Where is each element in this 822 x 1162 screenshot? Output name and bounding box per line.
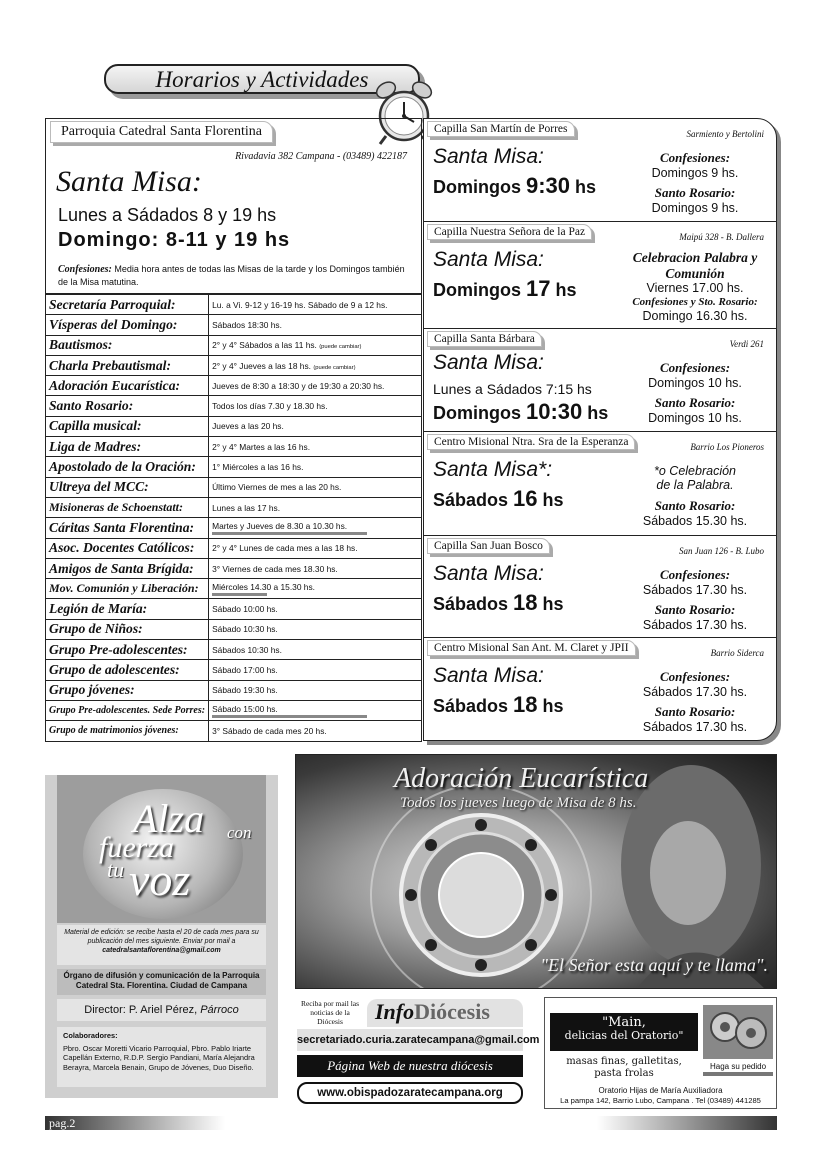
- mass-day: Domingos: [433, 177, 526, 197]
- chapel-r2-value: Sábados 17.30 hs.: [642, 618, 748, 633]
- chapel-section: [424, 329, 776, 432]
- schedule-value: [209, 680, 422, 700]
- main-delicias-ad: [544, 997, 777, 1109]
- schedule-value: [209, 376, 422, 396]
- parish-sunday-mass: Domingo: 8-11 y 19 hs: [58, 229, 291, 251]
- schedule-value-text: Sábado 19:30 hs.: [212, 685, 278, 696]
- schedule-label: Cáritas Santa Florentina:: [46, 518, 209, 538]
- schedule-label: Charla Prebautismal:: [46, 355, 209, 375]
- chapel-right-column: [622, 361, 768, 426]
- chapel-right-column: [622, 464, 768, 528]
- schedule-note: (puede cambiar): [319, 344, 362, 351]
- footer-right-bar: [597, 1116, 777, 1130]
- chapel-r1-heading: Confesiones:: [659, 360, 731, 375]
- mass-day: Domingos: [433, 280, 526, 300]
- chapel-r2-value: Domingos 10 hs.: [648, 411, 742, 426]
- chapel-right-column: [622, 250, 768, 323]
- schedule-value-text: 3° Sábado de cada mes 20 hs.: [212, 725, 327, 736]
- collaborators: [57, 1027, 266, 1087]
- schedule-label: Bautismos:: [46, 335, 209, 355]
- schedule-value: [209, 599, 422, 619]
- chapel-r2-heading: Santo Rosario:: [654, 602, 736, 618]
- schedule-value: [209, 355, 422, 375]
- schedule-value: [209, 396, 422, 416]
- schedule-row: [46, 619, 422, 639]
- parish-misa-title: Santa Misa:: [56, 165, 202, 198]
- schedule-label: Adoración Eucarística:: [46, 376, 209, 396]
- parish-address: Rivadavia 382 Campana - (03489) 422187: [235, 151, 407, 162]
- chapel-address: Barrio Siderca: [710, 648, 764, 658]
- chapel-misa-title: Santa Misa:: [433, 351, 544, 374]
- adoracion-subtitle: Todos los jueves luego de Misa de 8 hs.: [400, 795, 637, 811]
- schedule-label: Grupo jóvenes:: [46, 680, 209, 700]
- mass-unit: hs: [537, 696, 564, 716]
- chapel-misa-title: Santa Misa:: [433, 145, 544, 168]
- schedule-label: Legión de María:: [46, 599, 209, 619]
- mass-unit: hs: [550, 280, 577, 300]
- schedule-label: Vísperas del Domingo:: [46, 315, 209, 335]
- chapel-section: [424, 432, 776, 536]
- schedule-value-text: Jueves a las 20 hs.: [212, 421, 284, 432]
- chapel-name: Centro Misional San Ant. M. Claret y JPII: [427, 640, 636, 656]
- schedule-row: [46, 457, 422, 477]
- chapel-name: Capilla Santa Bárbara: [427, 331, 542, 347]
- schedule-value: [209, 660, 422, 680]
- chapel-weekday: Lunes a Sádados 7:15 hs: [433, 381, 592, 397]
- schedule-row: [46, 579, 422, 599]
- schedule-value: [209, 700, 422, 720]
- director-label: Director:: [84, 1004, 126, 1016]
- schedule-value-text: 2° y 4° Sábados a las 11 hs.: [212, 340, 317, 351]
- info-email[interactable]: secretariado.curia.zaratecampana@gmail.com: [297, 1029, 523, 1051]
- chapel-address: Verdi 261: [729, 339, 764, 349]
- chapel-address: Sarmiento y Bertolini: [686, 129, 764, 139]
- mass-day: Sábados: [433, 490, 514, 510]
- footer-left-bar: [45, 1116, 225, 1130]
- schedule-label: Apostolado de la Oración:: [46, 457, 209, 477]
- mass-time: 17: [526, 276, 551, 301]
- schedule-value: [209, 497, 422, 517]
- page-number: pag.2: [49, 1116, 76, 1130]
- schedule-row: [46, 315, 422, 335]
- schedule-value-text: Sábado 15:00 hs.: [212, 703, 278, 714]
- underline-bar: [212, 593, 267, 596]
- chapel-note: *o Celebración de la Palabra.: [654, 464, 736, 493]
- chapel-section: [424, 119, 776, 222]
- schedule-value-text: 1° Miércoles a las 16 hs.: [212, 462, 304, 473]
- info-brand-a: Info: [375, 999, 415, 1024]
- main-ad-order-bar: [703, 1072, 773, 1076]
- chapel-r1-heading: Celebracion Palabra y Comunión: [632, 250, 758, 281]
- logo-fuerza: fuerza: [99, 831, 174, 864]
- schedule-value-text: Martes y Jueves de 8.30 a 10.30 hs.: [212, 520, 348, 531]
- chapel-r2-value: Domingos 9 hs.: [651, 201, 739, 216]
- chapel-main-mass: [433, 173, 596, 199]
- schedule-value-text: Lunes a las 17 hs.: [212, 502, 281, 513]
- schedule-value: [209, 295, 422, 315]
- mass-day: Sábados: [433, 696, 514, 716]
- schedule-row: [46, 416, 422, 436]
- schedule-value: [209, 619, 422, 639]
- chapel-r1-heading: Confesiones:: [659, 567, 731, 582]
- parish-info-box: [45, 118, 422, 294]
- schedule-value: [209, 558, 422, 578]
- chapel-r2-value: Sábados 15.30 hs.: [642, 513, 748, 528]
- schedule-label: Liga de Madres:: [46, 437, 209, 457]
- chapel-r2-heading: Santo Rosario:: [654, 497, 736, 513]
- schedule-value: [209, 315, 422, 335]
- schedule-value-text: Sábado 17:00 hs.: [212, 664, 278, 675]
- schedule-value-text: Lu. a Vi. 9-12 y 16-19 hs. Sábado de 9 a 12 hs.: [212, 299, 388, 310]
- main-ad-order: Haga su pedido: [709, 1062, 767, 1071]
- schedule-label: Grupo de Niños:: [46, 619, 209, 639]
- schedule-value: [209, 721, 422, 741]
- info-left-note: Reciba por mail las noticias de la Diócesis: [300, 999, 360, 1026]
- schedule-note: (puede cambiar): [313, 364, 356, 371]
- main-ad-org: Oratorio Hijas de María Auxiliadora: [598, 1086, 723, 1095]
- schedule-value-text: Jueves de 8:30 a 18:30 y de 19:30 a 20:30 hs.: [212, 380, 385, 391]
- mass-time: 16: [513, 486, 538, 511]
- schedule-label: Grupo de matrimonios jóvenes:: [46, 721, 209, 741]
- chapel-section: [424, 638, 776, 741]
- chapel-r1-value: Viernes 17.00 hs.: [646, 281, 744, 296]
- schedule-value-text: 2° y 4° Lunes de cada mes a las 18 hs.: [212, 543, 358, 554]
- schedule-value: [209, 518, 422, 538]
- schedule-value: [209, 437, 422, 457]
- collaborators-label: Colaboradores:: [63, 1031, 118, 1040]
- material-email: catedralsantaflorentina@gmail.com: [102, 947, 221, 955]
- schedule-value-text: Sábados 10:30 hs.: [212, 644, 282, 655]
- chapel-address: San Juan 126 - B. Lubo: [679, 546, 764, 556]
- schedule-row: [46, 335, 422, 355]
- underline-bar: [212, 532, 367, 535]
- schedule-value-text: Sábado 10:30 hs.: [212, 624, 278, 635]
- main-ad-address: La pampa 142, Barrio Lubo, Campana . Tel (03489) 441285: [560, 1096, 761, 1105]
- pastry-image: [703, 1005, 773, 1059]
- schedule-value-text: Sábado 10:00 hs.: [212, 604, 278, 615]
- schedule-row: [46, 295, 422, 315]
- chapel-misa-title: Santa Misa:: [433, 248, 544, 271]
- chapel-section: [424, 222, 776, 329]
- chapel-main-mass: [433, 486, 564, 512]
- schedule-label: Misioneras de Schoenstatt:: [46, 497, 209, 517]
- mass-unit: hs: [582, 403, 609, 423]
- schedule-value-text: 2° y 4° Jueves a las 18 hs.: [212, 360, 311, 371]
- schedule-row: [46, 518, 422, 538]
- schedule-row: [46, 376, 422, 396]
- schedule-value-text: Sábados 18:30 hs.: [212, 319, 282, 330]
- schedule-label: Secretaría Parroquial:: [46, 295, 209, 315]
- mass-day: Domingos: [433, 403, 526, 423]
- info-diocesis-box: [295, 997, 540, 1107]
- chapel-r2-heading: Santo Rosario:: [654, 395, 736, 411]
- schedule-label: Amigos de Santa Brígida:: [46, 558, 209, 578]
- chapel-r2-heading: Santo Rosario:: [654, 185, 736, 201]
- material-note: [57, 925, 266, 965]
- schedule-value-text: 3° Viernes de cada mes 18.30 hs.: [212, 563, 338, 574]
- chapel-main-mass: [433, 276, 577, 302]
- main-ad-title: "Main,: [602, 1015, 646, 1030]
- schedule-value-text: Último Viernes de mes a las 20 hs.: [212, 482, 342, 493]
- adoracion-quote: "El Señor esta aquí y te llama".: [540, 955, 768, 975]
- newsletter-credits-panel: [45, 775, 278, 1098]
- schedule-row: [46, 599, 422, 619]
- mass-time: 9:30: [526, 173, 571, 198]
- chapel-address: Maipú 328 - B. Dallera: [679, 232, 764, 242]
- info-brand: [375, 999, 490, 1025]
- collaborators-text: Pbro. Oscar Moretti Vicario Parroquial, Pbro. Pablo Iriarte Capellán Externo, R.D.P. Sergio Pandiani, María Alejandra Berayra, Marcela Benain, Grupo de Jóvenes, Duo Diseño.: [63, 1043, 255, 1072]
- logo-voz: voz: [129, 854, 191, 905]
- schedule-value: [209, 538, 422, 558]
- schedule-value-text: 2° y 4° Martes a las 16 hs.: [212, 441, 311, 452]
- chapel-misa-title: Santa Misa*:: [433, 458, 553, 481]
- chapel-right-column: [622, 568, 768, 633]
- adoracion-banner: [295, 754, 777, 989]
- main-ad-subtitle: delicias del Oratorio": [564, 1029, 684, 1043]
- schedule-label: Mov. Comunión y Liberación:: [46, 579, 209, 599]
- chapel-name: Centro Misional Ntra. Sra de la Esperanza: [427, 434, 635, 450]
- chapel-address: Barrio Los Pioneros: [690, 442, 764, 452]
- schedule-row: [46, 437, 422, 457]
- schedule-label: Grupo Pre-adolescentes:: [46, 640, 209, 660]
- schedule-row: [46, 700, 422, 720]
- chapel-right-column: [622, 670, 768, 735]
- chapel-main-mass: [433, 692, 564, 718]
- director-line: [57, 999, 266, 1021]
- mass-time: 18: [513, 590, 538, 615]
- schedule-label: Asoc. Docentes Católicos:: [46, 538, 209, 558]
- schedule-label: Ultreya del MCC:: [46, 477, 209, 497]
- material-text: Material de edición: se recibe hasta el 20 de cada mes para su publicación del mes siguiente. Enviar por mail a: [64, 929, 259, 946]
- underline-bar: [212, 715, 367, 718]
- schedule-row: [46, 396, 422, 416]
- main-ad-tagline: masas finas, galletitas, pasta frolas: [566, 1056, 682, 1079]
- chapel-section: [424, 536, 776, 638]
- chapel-name: Capilla San Martín de Porres: [427, 121, 575, 137]
- chapel-r1-value: Sábados 17.30 hs.: [642, 684, 748, 699]
- chapel-misa-title: Santa Misa:: [433, 664, 544, 687]
- info-web-label: Página Web de nuestra diócesis: [297, 1055, 523, 1077]
- chapel-main-mass: [433, 590, 564, 616]
- chapel-r1-heading: Confesiones:: [659, 669, 731, 684]
- chapel-r1-heading: Confesiones:: [659, 150, 731, 165]
- chapel-r2-value: Sábados 17.30 hs.: [642, 720, 748, 735]
- schedule-value: [209, 477, 422, 497]
- chapel-r2-value: Domingo 16.30 hs.: [642, 309, 748, 324]
- info-web-url[interactable]: www.obispadozaratecampana.org: [297, 1082, 523, 1104]
- schedule-label: Santo Rosario:: [46, 396, 209, 416]
- confesiones-label: Confesiones:: [58, 264, 112, 275]
- schedule-value: [209, 416, 422, 436]
- schedule-value-text: Todos los días 7.30 y 18.30 hs.: [212, 401, 328, 412]
- schedule-table: [45, 294, 422, 742]
- chapel-main-mass: [433, 399, 608, 425]
- chapel-right-column: [622, 151, 768, 216]
- schedule-row: [46, 558, 422, 578]
- mass-time: 10:30: [526, 399, 583, 424]
- chapel-r1-value: Sábados 17.30 hs.: [642, 582, 748, 597]
- chapel-misa-title: Santa Misa:: [433, 562, 544, 585]
- chapel-r1-value: Domingos 10 hs.: [648, 375, 742, 390]
- schedule-value: [209, 335, 422, 355]
- schedule-row: [46, 680, 422, 700]
- mass-day: Sábados: [433, 594, 514, 614]
- main-ad-banner: [550, 1013, 698, 1051]
- schedule-row: [46, 640, 422, 660]
- schedule-row: [46, 721, 422, 741]
- schedule-label: Grupo de adolescentes:: [46, 660, 209, 680]
- section-title: Horarios y Actividades: [155, 67, 369, 92]
- schedule-row: [46, 660, 422, 680]
- schedule-label: Capilla musical:: [46, 416, 209, 436]
- parish-confesiones: [58, 264, 413, 288]
- parish-weekday-mass: Lunes a Sádados 8 y 19 hs: [58, 205, 277, 225]
- parish-name: Parroquia Catedral Santa Florentina: [50, 121, 273, 143]
- confesiones-text: Media hora antes de todas las Misas de la tarde y los Domingos también de la Misa matutina.: [58, 264, 405, 287]
- schedule-row: [46, 497, 422, 517]
- schedule-row: [46, 538, 422, 558]
- chapel-name: Capilla Nuestra Señora de la Paz: [427, 224, 592, 240]
- organo-text: Órgano de difusión y comunicación de la Parroquia Catedral Sta. Florentina. Ciudad de Campana: [57, 969, 266, 995]
- mass-unit: hs: [537, 594, 564, 614]
- schedule-value: [209, 579, 422, 599]
- schedule-row: [46, 355, 422, 375]
- director-name: P. Ariel Pérez,: [128, 1004, 198, 1016]
- schedule-value-text: Miércoles 14.30 a 15.30 hs.: [212, 581, 315, 592]
- director-role: Párroco: [200, 1004, 239, 1016]
- mass-time: 18: [513, 692, 538, 717]
- schedule-value: [209, 640, 422, 660]
- logo-tu: tu: [107, 857, 125, 882]
- chapel-r2-heading: Santo Rosario:: [654, 704, 736, 720]
- mass-unit: hs: [537, 490, 564, 510]
- chapel-name: Capilla San Juan Bosco: [427, 538, 550, 554]
- logo-con: con: [227, 823, 252, 842]
- info-brand-b: Diócesis: [414, 999, 490, 1024]
- adoracion-title: Adoración Eucarística: [394, 763, 649, 794]
- chapels-box: [423, 118, 777, 741]
- chapel-r2-heading: Confesiones y Sto. Rosario:: [632, 296, 758, 309]
- schedule-row: [46, 477, 422, 497]
- schedule-value: [209, 457, 422, 477]
- mass-unit: hs: [570, 177, 597, 197]
- chapel-r1-value: Domingos 9 hs.: [651, 165, 739, 180]
- logo-alza: Alza: [133, 796, 205, 841]
- schedule-label: Grupo Pre-adolescentes. Sede Porres:: [46, 700, 209, 720]
